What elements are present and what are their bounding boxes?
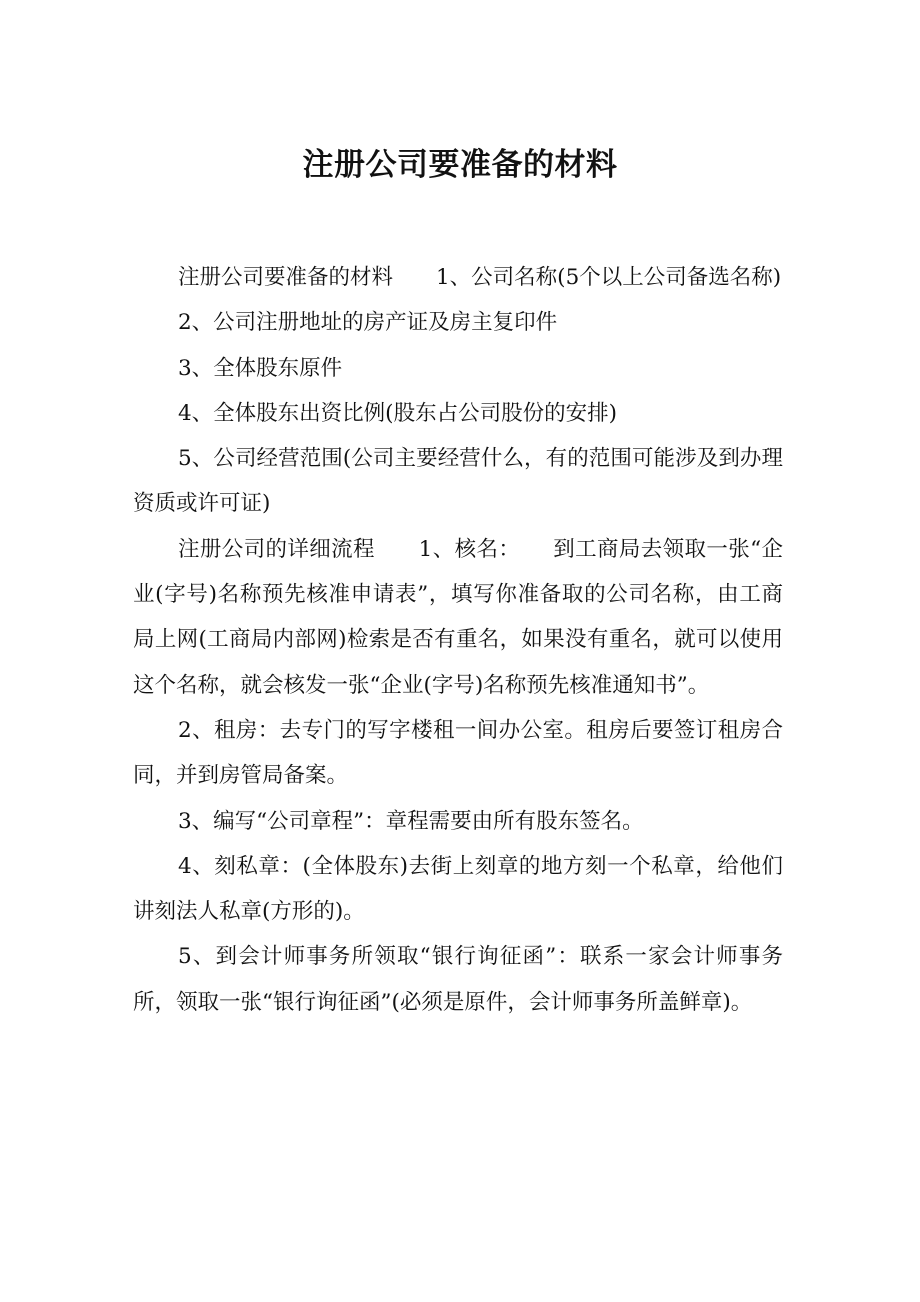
document-title: 注册公司要准备的材料: [302, 147, 618, 183]
paragraph-articles-of-association: 3、编写“公司章程”：章程需要由所有股东签名。: [178, 808, 644, 834]
paragraph-bank-inquiry-letter: 5、到会计师事务所领取“银行询征函”：联系一家会计师事务所，领取一张“银行询征函”(必须是原件，会计师事务所盖鲜章)。: [133, 944, 783, 1015]
paragraph-address-certificate: 2、公司注册地址的房产证及房主复印件: [178, 310, 558, 336]
paragraph-rent-office: 2、租房：去专门的写字楼租一间办公室。租房后要签订租房合同，并到房管局备案。: [133, 717, 783, 789]
paragraph-materials-intro: 注册公司要准备的材料 1、公司名称(5个以上公司备选名称): [178, 265, 782, 290]
paragraph-capital-ratio: 4、全体股东出资比例(股东占公司股份的安排): [178, 400, 617, 426]
paragraph-business-scope: 5、公司经营范围(公司主要经营什么，有的范围可能涉及到办理资质或许可证): [133, 446, 783, 517]
document-body: [133, 255, 783, 1025]
paragraph-shareholder-originals: 3、全体股东原件: [178, 355, 343, 381]
paragraph-process-name-check: 注册公司的详细流程 1、核名： 到工商局去领取一张“企业(字号)名称预先核准申请表”，填写你准备取的公司名称，由工商局上网(工商局内部网)检索是否有重名，如果没有重名，就可以使用这个名称，就会核发一张“企业(字号)名称预先核准通知书”。: [133, 536, 783, 698]
paragraph-private-seal: 4、刻私章：(全体股东)去街上刻章的地方刻一个私章，给他们讲刻法人私章(方形的)。: [133, 853, 783, 925]
